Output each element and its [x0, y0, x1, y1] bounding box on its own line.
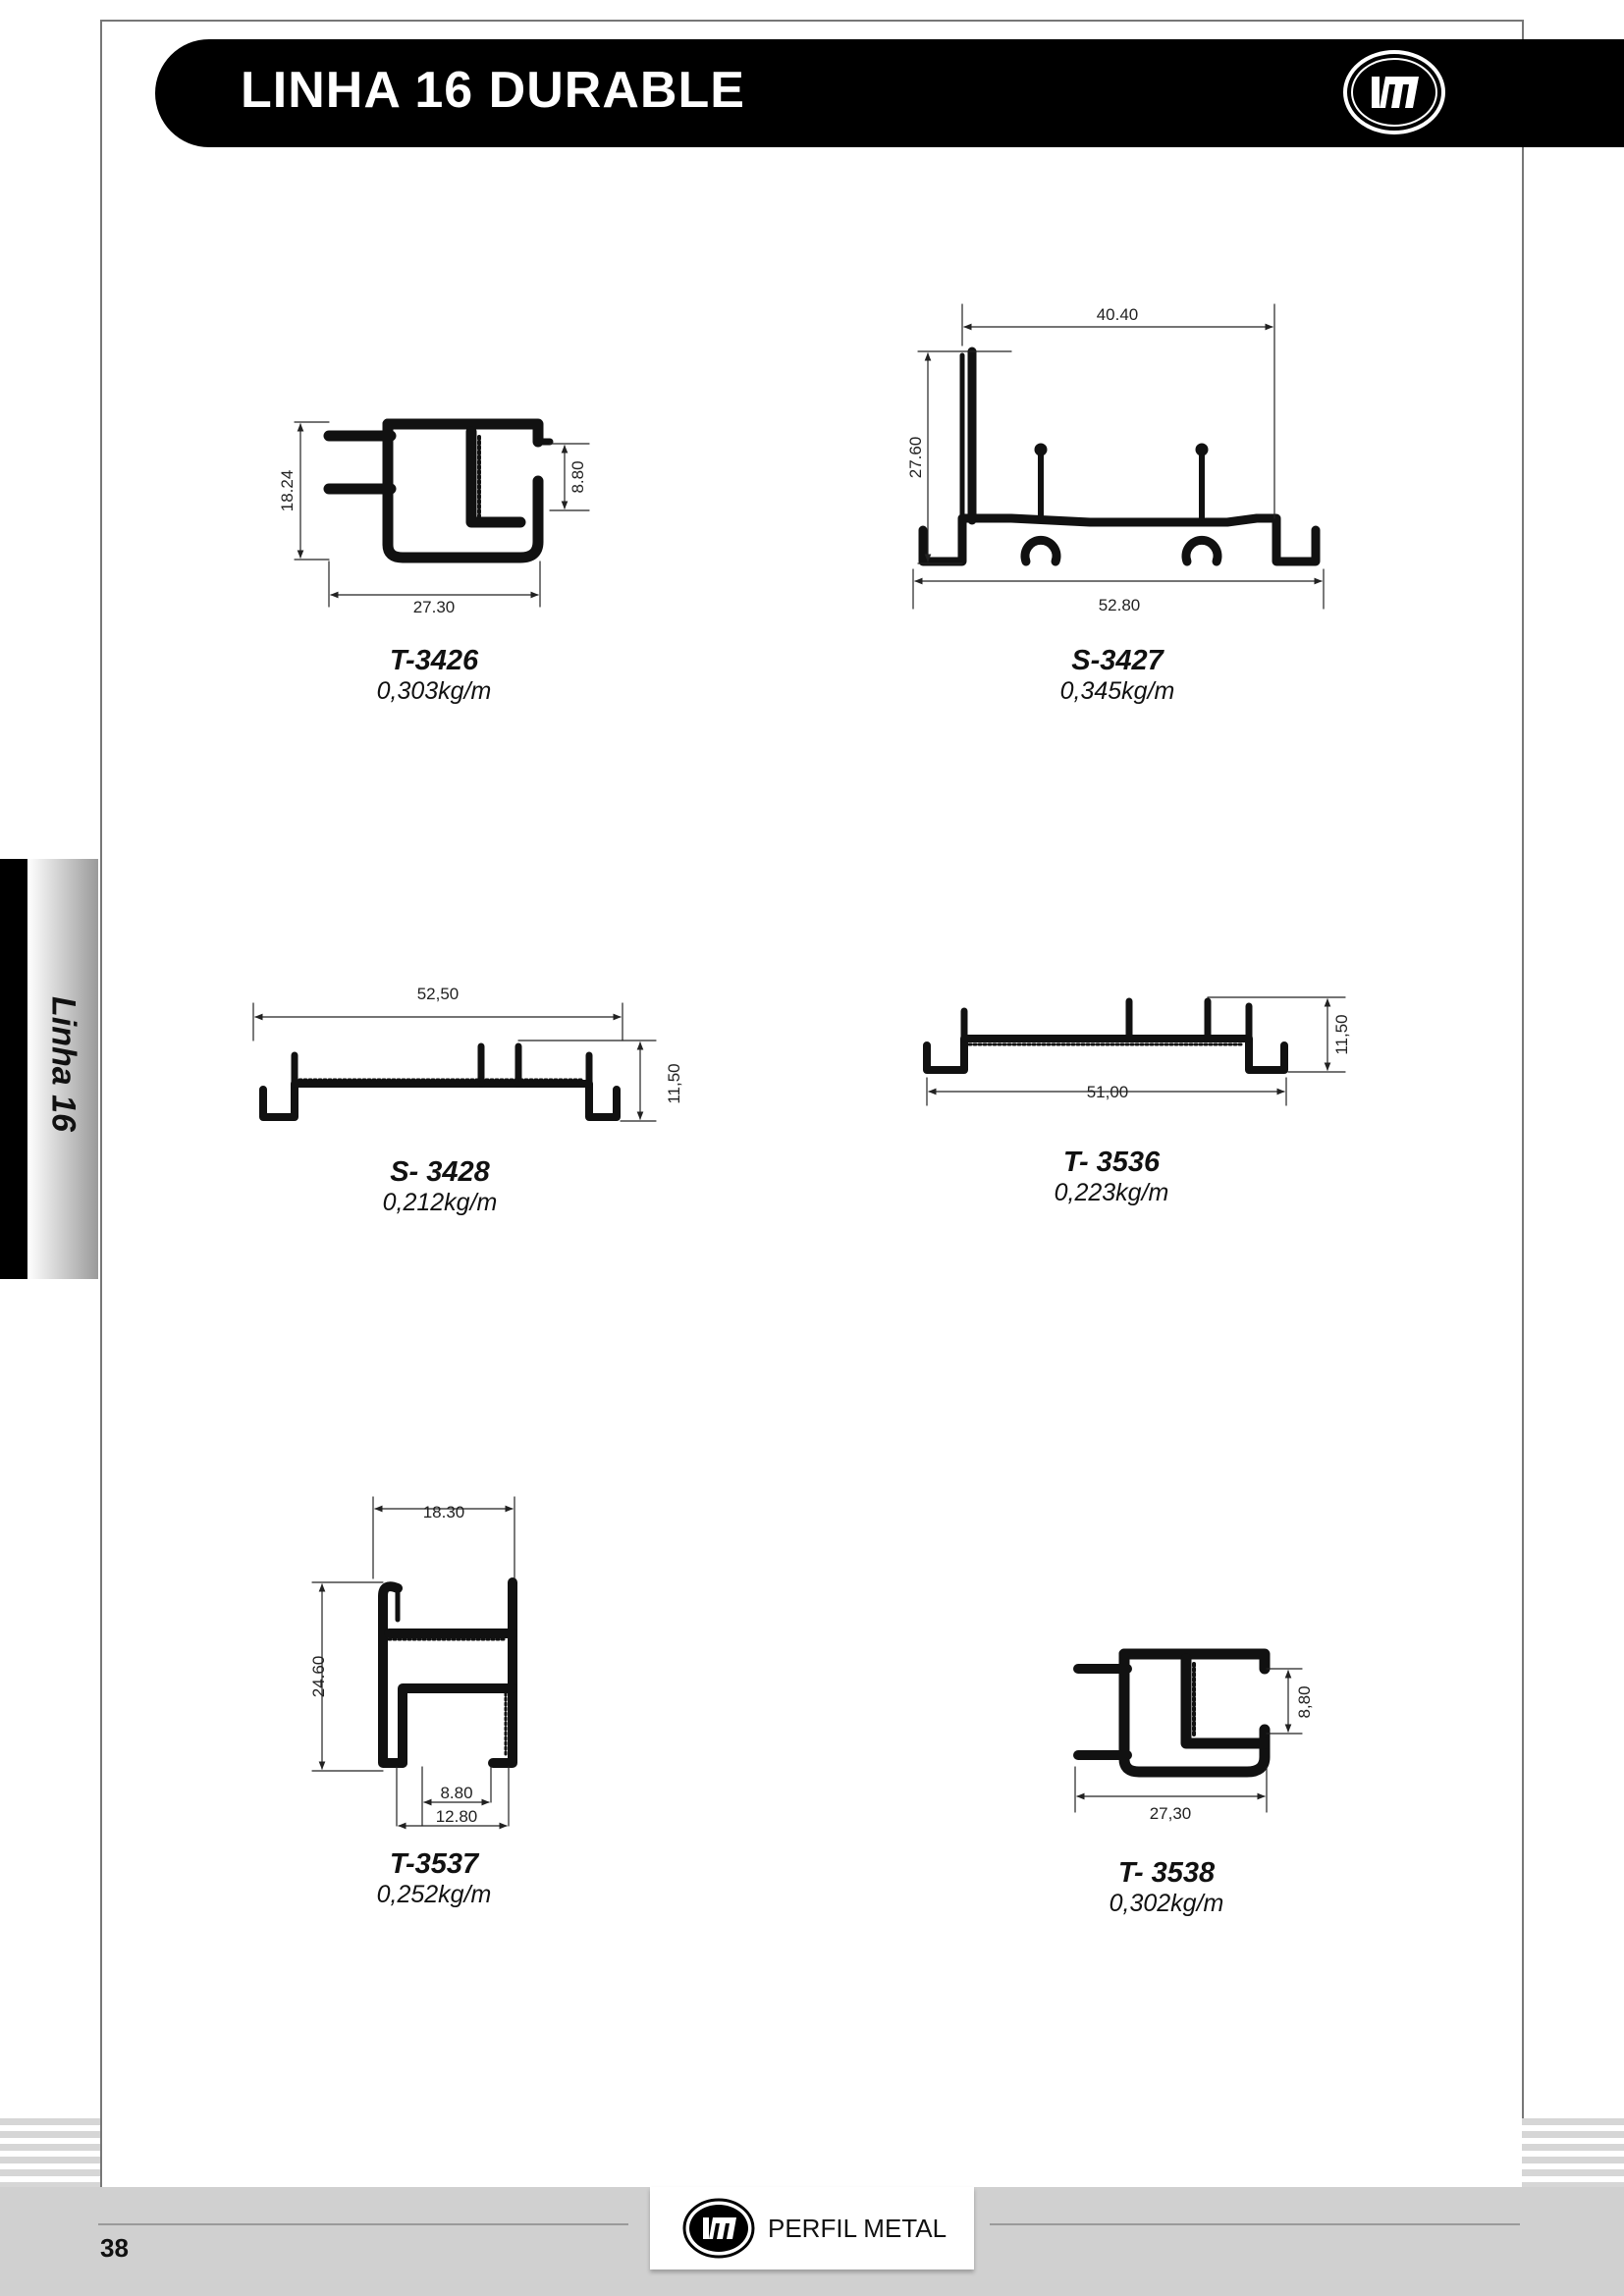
- dimension-label: 12.80: [435, 1807, 478, 1826]
- profile-weight: 0,212kg/m: [382, 1189, 498, 1216]
- dimension-label: 18.24: [278, 469, 297, 512]
- profile-weight: 0,345kg/m: [1059, 677, 1175, 705]
- dimension-label: 8.80: [568, 460, 587, 494]
- profile-drawing-s3427: [913, 304, 1324, 609]
- profile-drawing-t3536: [927, 997, 1345, 1105]
- dimension-label: 11,50: [1332, 1014, 1351, 1055]
- page-title: LINHA 16 DURABLE: [241, 62, 745, 119]
- profile-code: T-3537: [389, 1848, 479, 1880]
- profile-drawing-t3426: [295, 422, 589, 607]
- page-number: 38: [100, 2233, 129, 2263]
- profile-drawing-t3538: [1075, 1654, 1302, 1812]
- dimension-label: 27.30: [412, 598, 456, 616]
- dimension-label: 51,00: [1086, 1083, 1129, 1101]
- dimension-label: 18.30: [422, 1503, 465, 1522]
- profile-code: T- 3536: [1062, 1147, 1161, 1178]
- dimension-label: 27.60: [906, 436, 925, 479]
- profile-weight: 0,223kg/m: [1054, 1179, 1169, 1206]
- footer-brand-name: PERFIL METAL: [768, 2214, 947, 2243]
- profile-code: S- 3428: [390, 1156, 490, 1188]
- side-tab-label: Linha 16: [44, 996, 82, 1132]
- dimension-label: 8.80: [440, 1784, 473, 1802]
- dimension-label: 8,80: [1295, 1685, 1314, 1719]
- profile-weight: 0,302kg/m: [1109, 1890, 1224, 1917]
- profile-drawing-s3428: [253, 1003, 656, 1121]
- profile-weight: 0,303kg/m: [376, 677, 492, 705]
- profile-weight: 0,252kg/m: [376, 1881, 492, 1908]
- dimension-label: 40.40: [1096, 305, 1139, 324]
- profile-drawing-t3537: [312, 1497, 514, 1826]
- dimension-label: 24.60: [309, 1655, 328, 1698]
- profile-code: S-3427: [1071, 645, 1164, 676]
- dimension-label: 52,50: [416, 985, 460, 1003]
- dimension-label: 52.80: [1098, 596, 1141, 614]
- profile-code: T-3426: [389, 645, 479, 676]
- dimension-label: 11,50: [665, 1063, 683, 1104]
- dimension-label: 27,30: [1149, 1804, 1192, 1823]
- profile-code: T- 3538: [1117, 1857, 1216, 1889]
